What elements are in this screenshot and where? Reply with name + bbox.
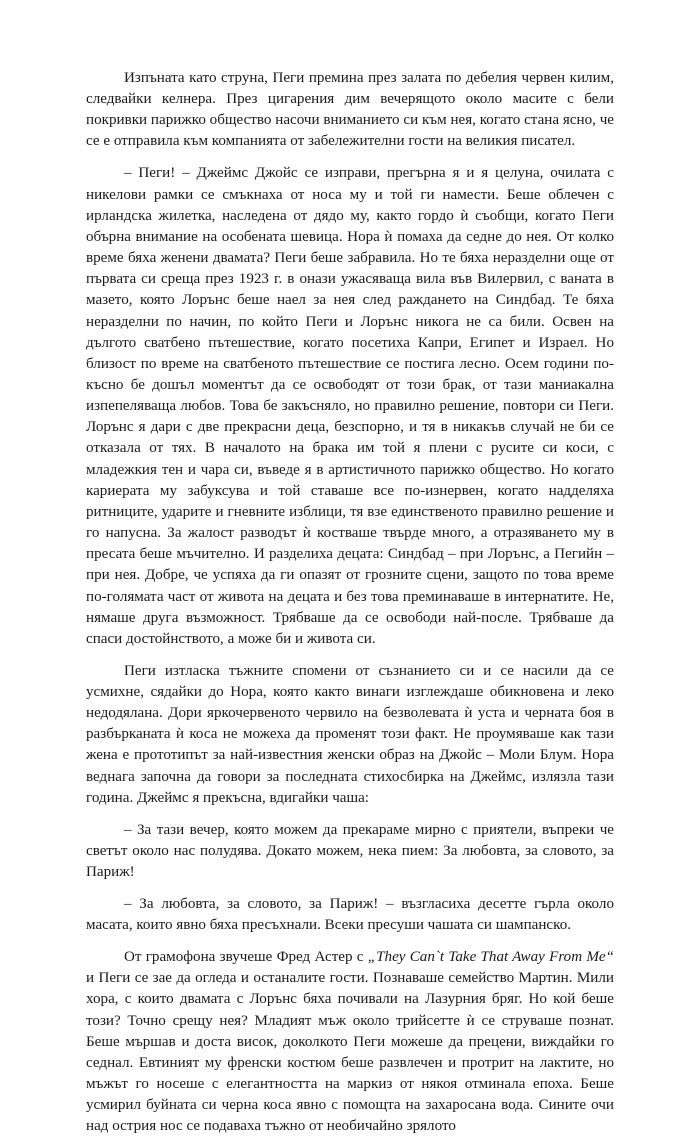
paragraph-6 [86,947,614,1137]
paragraph-1: Изпъната като струна, Пеги премина през залата по дебелия червен килим, следвайки келнера. През цигарения дим вечерящото около масите с бели покривки парижко общество насочи вниманието си към нея, когато стана ясно, че се е отправила към компанията от забележителни гости на великия писател. [86,70,614,150]
paragraph-2: – Пеги! – Джеймс Джойс се изправи, прегърна я и я целуна, очилата с никелови рамки се смъкнаха от носа му и той ги намести. Беше облечен с ирландска жилетка, наследена от дядо му, както гордо ѝ съобщи, когато Пеги обърна внимание на особената шевица. Нора ѝ помаха да седне до нея. От колко време бяха женени двамата? Пеги беше забравила. Но те бяха неразделни още от първата си среща през 1923 г. в онази ужасяваща вила във Вилервил, с ваната в мазето, която Лорънс беше наел за нея след раждането на Синдбад. Те бяха неразделни по начин, по който Пеги и Лорънс никога не са били. Освен на дългото сватбено пътешествие, когато посетиха Капри, Египет и Израел. Но близост по време на сватбеното пътешествие се постига лесно. Осем години по-късно бе дошъл моментът да се освободят от този брак, от тази маниакална изпепеляваща любов. Това бе закъсняло, но правилно решение, повтори си Пеги. Лорънс я дари с две прекрасни деца, безспорно, и тя в никакъв случай не би се отказала от тях. В началото на брака им той я плени с русите си коси, с младежкия тен и чара си, въведе я в артистичното парижко общество. Но когато кариерата му забуксува и той ставаше все по-изнервен, когато надделяха ритниците, ударите и гневните изблици, тя взе единственото правилно решение и го напусна. За жалост разводът ѝ костваше твърде много, а отразяването му в пресата беше мъчително. И разделиха децата: Синдбад – при Лорънс, а Пегийн – при нея. Добре, че успяха да ги опазят от грозните сцени, защото по това време по-голямата част от живота на децата и без това преминаваше в интернатите. Не, нямаше друга възможност. Трябваше да се освободи най-после. Трябваше да спаси достойнството, а може би и живота си. [86,165,614,647]
paragraph-6-rest: и Пеги се зае да огледа и останалите гости. Познаваше семейство Мартин. Мили хора, с които двамата с Лорънс бяха почивали на Лазурния бряг. Но кой беше този? Точно срещу нея? Младият мъж около трийсетте ѝ се струваше познат. Беше мършав и доста висок, доколкото Пеги можеше да прецени, виждайки го седнал. Евтиният му френски костюм беше развлечен и протрит на лактите, но мъжът го носеше с елегантността на маркиз от някоя отминала епоха. Беше усмирил буйната си черна коса явно с помощта на захаросана вода. Сините очи над острия нос се подаваха тъжно от необичайно зрялото [86,970,614,1135]
paragraph-4: – За тази вечер, която можем да прекараме мирно с приятели, въпреки че светът около нас полудява. Докато можем, нека пием: За любовта, за словото, за Париж! [86,821,614,881]
paragraph-5: – За любовта, за словото, за Париж! – възгласиха десетте гърла около масата, които явно бяха пресъхнали. Всеки пресуши чашата си шампанско. [86,895,614,934]
paragraph-3: Пеги изтласка тъжните спомени от съзнанието си и се насили да се усмихне, сядайки до Нора, която както винаги изглеждаше обикновена и леко недодялана. Дори яркочервеното червило на безволевата ѝ уста и черната боя в разбърканата ѝ коса не можеха да променят този факт. Не проумяваше как тази жена е прототипът за най-известния женски образ на Джойс – Моли Блум. Нора веднага започна да говори за последната стихосбирка на Джеймс, излязла тази година. Джеймс я прекъсна, вдигайки чаша: [86,662,614,806]
body-text [86,68,614,1137]
paragraph-6-lead: От грамофона звучеше Фред Астер с [124,949,368,966]
song-title: „They Can`t Take That Away From Me“ [367,949,614,966]
